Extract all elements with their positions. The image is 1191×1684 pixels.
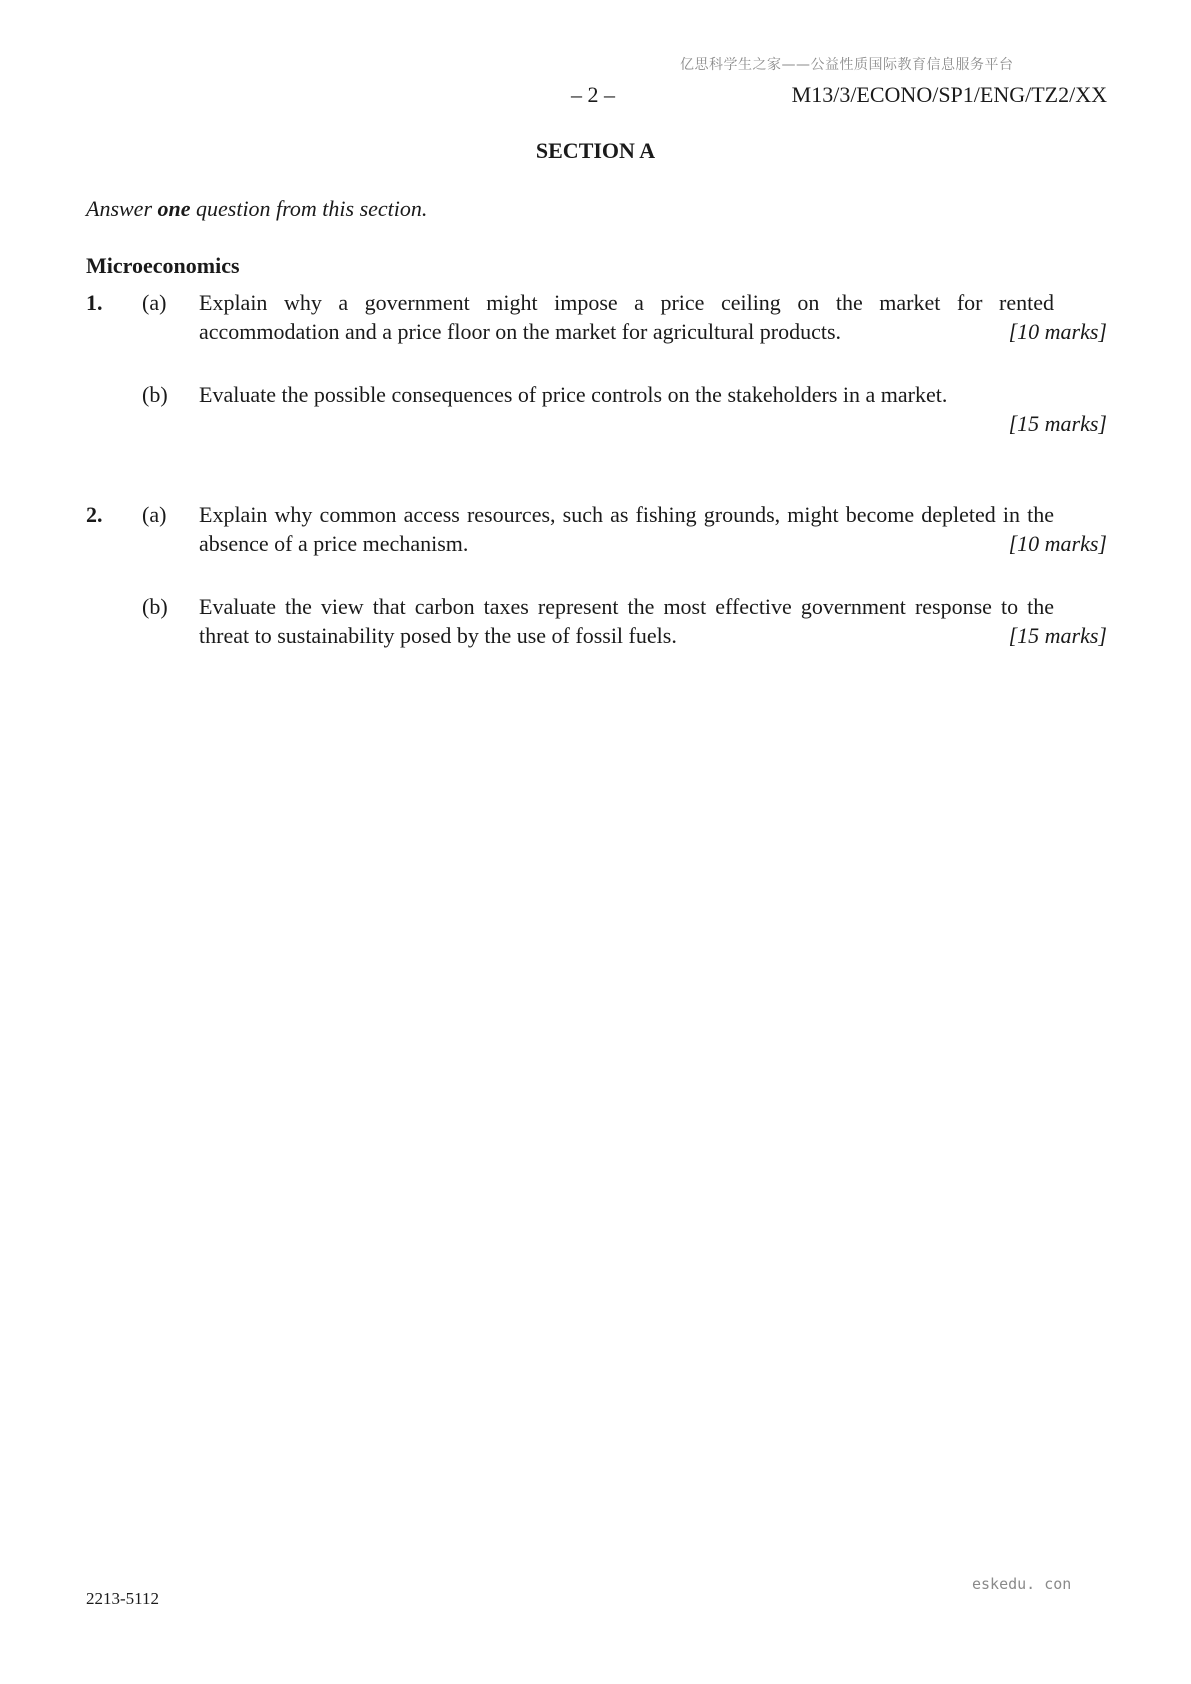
question-part — [86, 500, 1107, 560]
subheading: Microeconomics — [86, 253, 240, 278]
page-number: – 2 – — [571, 82, 615, 107]
marks-allocation: [15 marks] — [1008, 623, 1107, 648]
part-label: (a) — [142, 502, 167, 527]
question-part — [86, 288, 1107, 348]
question-part — [86, 380, 1107, 440]
header-watermark: 亿思科学生之家——公益性质国际教育信息服务平台 — [680, 57, 1014, 73]
section-instruction — [86, 196, 427, 222]
document-code: M13/3/ECONO/SP1/ENG/TZ2/XX — [791, 82, 1107, 107]
part-text: Explain why a government might impose a price ceiling on the market for rented accommodation and a price floor on the market for agricultural products. — [199, 290, 1054, 344]
footer-code: 2213-5112 — [86, 1589, 160, 1608]
marks-allocation: [15 marks] — [1008, 411, 1107, 436]
instruction-text-end: question from this section. — [190, 196, 428, 221]
instruction-text-start: Answer — [86, 196, 158, 221]
part-text: Evaluate the view that carbon taxes represent the most effective government response to the threat to sustainability posed by the use of fossil fuels. — [199, 594, 1054, 648]
question-part — [86, 592, 1107, 652]
marks-allocation: [10 marks] — [1008, 531, 1107, 556]
marks-allocation: [10 marks] — [1008, 319, 1107, 344]
part-label: (b) — [142, 382, 168, 407]
part-text: Explain why common access resources, such as fishing grounds, might become depleted in the absence of a price mechanism. — [199, 502, 1054, 556]
instruction-emphasis: one — [157, 196, 191, 221]
part-label: (b) — [142, 594, 168, 619]
part-label: (a) — [142, 290, 167, 315]
footer-watermark: eskedu. con — [972, 1575, 1072, 1593]
question-number: 2. — [86, 502, 103, 527]
question-number: 1. — [86, 290, 103, 315]
part-text: Evaluate the possible consequences of price controls on the stakeholders in a market. — [199, 382, 948, 407]
section-title: SECTION A — [535, 138, 656, 163]
